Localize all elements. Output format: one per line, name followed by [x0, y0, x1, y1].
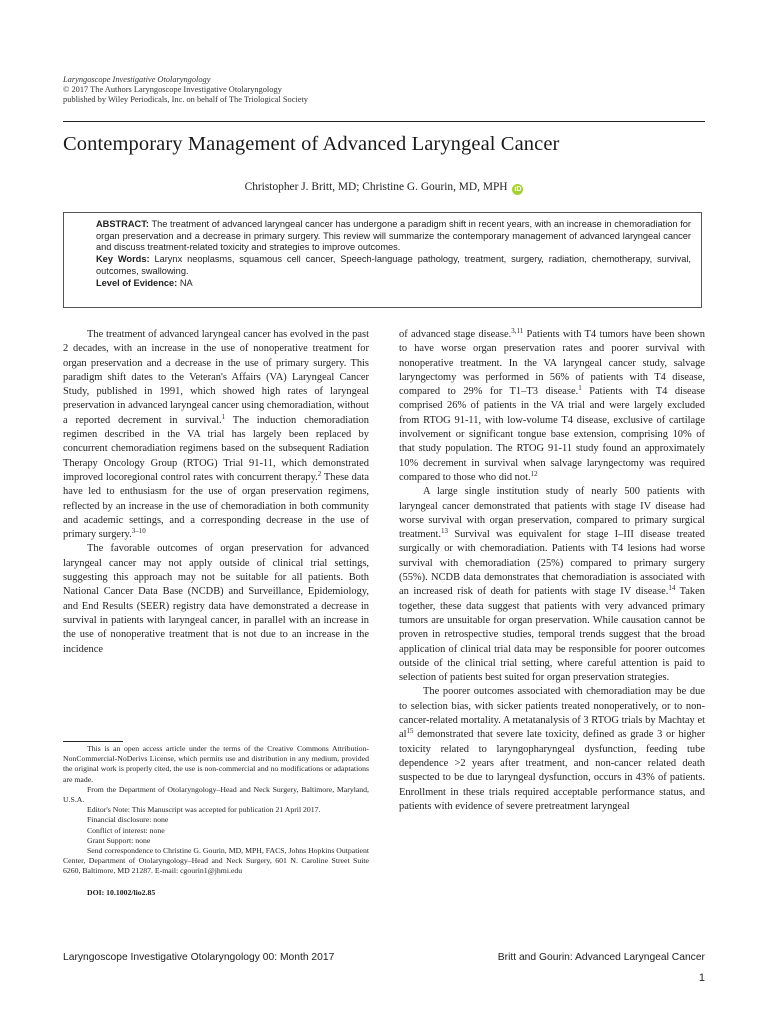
body-paragraph	[399, 485, 705, 685]
author-names: Christopher J. Britt, MD; Christine G. Gourin, MD, MPH	[244, 181, 508, 193]
citation-ref[interactable]: 15	[406, 727, 414, 736]
journal-name: Laryngoscope Investigative Otolaryngology	[63, 75, 211, 84]
body-paragraph	[63, 328, 369, 542]
evidence-label: Level of Evidence:	[96, 277, 178, 288]
journal-header	[63, 75, 308, 105]
body-paragraph	[399, 328, 705, 485]
page-number: 1	[698, 972, 705, 984]
citation-ref[interactable]: 12	[530, 469, 538, 478]
citation-ref[interactable]: 14	[668, 584, 676, 593]
abstract-text: The treatment of advanced laryngeal cancer has undergone a paradigm shift in recent years, with an increase in chemoradiation for organ preservation and a decrease in primary surgery. This review will summarize the contemporary management of advanced laryngeal cancer and discuss treatment-related toxicity and strategies to improve outcomes.	[96, 219, 691, 253]
paragraph-text: The induction chemoradiation regimen described in the VA trial has largely been replaced by concurrent chemoradiation regimens based on the subsequent Radiation Therapy Oncology Group (RTOG) Trial 91-11, which demonstrated improved locoregional control rates with concurrent therapy.	[63, 414, 369, 483]
footnote-rule	[63, 741, 123, 742]
citation-ref[interactable]: 3,11	[511, 327, 524, 335]
header-rule	[63, 121, 705, 122]
paragraph-text: Survival was equivalent for stage I–III disease treated surgically or with chemoradiation. Patients with T4 lesions had worse survival with chemoradiation (25%) compared to primary surgery (55%). NCDB data demonstrates that chemoradiation is associated with an increased risk of death for patients with stage IV disease.	[399, 529, 705, 598]
right-column	[399, 328, 705, 814]
correspondence-note: Send correspondence to Christine G. Gourin, MD, MPH, FACS, Johns Hopkins Outpatient Center, Department of Otolaryngology–Head and Neck Surgery, 601 N. Caroline Street Suite 6260, Baltimore, MD 21287. E-mail: cgourin1@jhmi.edu	[63, 846, 369, 876]
evidence-paragraph	[71, 278, 691, 290]
paragraph-text: demonstrated that severe late toxicity, defined as grade 3 or higher toxicity related to laryngopharyngeal dysfunction, feeding tube dependence >2 years after treatment, and non-cancer related death suspected to be due to laryngeal dysfunction, occurs in 43% of patients. Enrollment in these trials required acceptable performance status, and patients with evidence of severe pretreatment laryngeal	[399, 729, 705, 812]
evidence-text: NA	[179, 277, 193, 288]
author-line	[0, 181, 768, 195]
citation-ref[interactable]: 1	[578, 384, 582, 393]
editors-note: Editor's Note: This Manuscript was accepted for publication 21 April 2017.	[87, 805, 321, 815]
paragraph-text: A large single institution study of nearly 500 patients with laryngeal cancer demonstrated that patients with stage IV disease had worse survival with organ preservation, compared to primary surgical treatment.	[399, 486, 705, 541]
body-paragraph	[399, 685, 705, 814]
paragraph-text: Taken together, these data suggest that patients with very advanced primary tumors are unsuitable for organ preservation. While causation cannot be proven in retrospective studies, temporal trends suggest that the broad application of clinical trial data may be responsible for poorer outcomes outside of the clinical trial setting, where careful attention is paid to selection of patients best suited for organ preservation strategies.	[399, 586, 705, 684]
conflict-note: Conflict of interest: none	[87, 825, 165, 835]
citation-ref[interactable]: 13	[441, 527, 449, 536]
copyright-line: © 2017 The Authors Laryngoscope Investigative Otolaryngology	[63, 85, 282, 94]
citation-ref[interactable]: 3–10	[131, 527, 146, 536]
footnotes	[63, 744, 369, 898]
keywords-label: Key Words:	[96, 254, 150, 265]
article-title: Contemporary Management of Advanced Laryngeal Cancer	[63, 133, 560, 155]
abstract-label: ABSTRACT:	[96, 219, 149, 229]
citation-ref[interactable]: 2	[317, 469, 322, 478]
orcid-icon[interactable]: iD	[514, 186, 522, 193]
license-note: This is an open access article under the terms of the Creative Commons Attribution-NonCommercial-NoDerivs License, which permits use and distribution in any medium, provided the original work is properly cited, the use is non-commercial and no modifications or adaptations are made.	[63, 744, 369, 784]
body-paragraph: The favorable outcomes of organ preservation for advanced laryngeal cancer may not apply outside of clinical trial settings, suggesting this approach may not be suitable for all patients. Both National Cancer Data Base (NCDB) and Surveillance, Epidemiology, and End Results (SEER) registry data have demonstrated a decrease in survival in patients with laryngeal cancer, in parallel with an increase in the use of nonoperative treatment that is not due to an increase in the incidence	[63, 543, 369, 655]
paragraph-text: Patients with T4 tumors have been shown to have worse organ preservation rates and poorer survival with nonoperative treatment. In the VA laryngeal cancer study, salvage laryngectomy was performed in 56% of patients with T4 disease, compared to 29% for T1–T3 disease.	[399, 329, 706, 398]
affiliation-note: From the Department of Otolaryngology–Head and Neck Surgery, Baltimore, Maryland, U.S.A.	[63, 784, 369, 805]
publisher-line: published by Wiley Periodicals, Inc. on behalf of The Triological Society	[63, 95, 308, 104]
grant-note: Grant Support: none	[87, 835, 151, 845]
footer-running-title: Britt and Gourin: Advanced Laryngeal Cancer	[497, 952, 705, 963]
citation-ref[interactable]: 1	[221, 412, 226, 421]
abstract-paragraph	[71, 219, 691, 254]
paragraph-text: The treatment of advanced laryngeal cancer has evolved in the past 2 decades, with an increase in the use of nonoperative treatment for organ preservation and a decrease in the use of primary surgery. This paradigm shift dates to the Veteran's Affairs (VA) Laryngeal Cancer Study, published in 1991, which showed high rates of laryngeal preservation in advanced laryngeal cancer using chemoradiation, without a reported decrement in survival.	[63, 329, 369, 426]
keywords-paragraph	[71, 254, 691, 277]
doi-link[interactable]: DOI: 10.1002/lio2.85	[87, 887, 156, 897]
paragraph-text: These data have led to enthusiasm for the use of organ preservation regimens, reflected by an increase in the use of chemoradiation in both community and academic settings, and a corresponding decrease in the use of primary surgery.	[63, 471, 369, 541]
abstract-box	[63, 212, 702, 308]
paragraph-text: The poorer outcomes associated with chemoradiation may be due to selection bias, with sicker patients treated nonoperatively, or to non-cancer-related mortality. A metatanalysis of 3 RTOG trials by Machtay et al	[399, 686, 705, 741]
footer-journal: Laryngoscope Investigative Otolaryngology 00: Month 2017	[63, 952, 335, 963]
paragraph-text: of advanced stage disease.	[399, 329, 512, 340]
keywords-text: Larynx neoplasms, squamous cell cancer, Speech-language pathology, treatment, surgery, radiation, chemotherapy, survival, outcomes, swallowing.	[96, 254, 691, 276]
financial-disclosure: Financial disclosure: none	[87, 815, 169, 825]
paragraph-text: Patients with T4 disease comprised 26% of patients in the VA trial and were largely excluded from RTOG 91-11, with low-volume T4 disease, exclusive of cartilage involvement or significant tongue base extension, comprising 10% of that study population. The RTOG 91-11 study found an approximately 10% decrement in survival when salvage laryngectomy was required compared to those who did not.	[399, 386, 705, 483]
left-column	[63, 328, 369, 657]
